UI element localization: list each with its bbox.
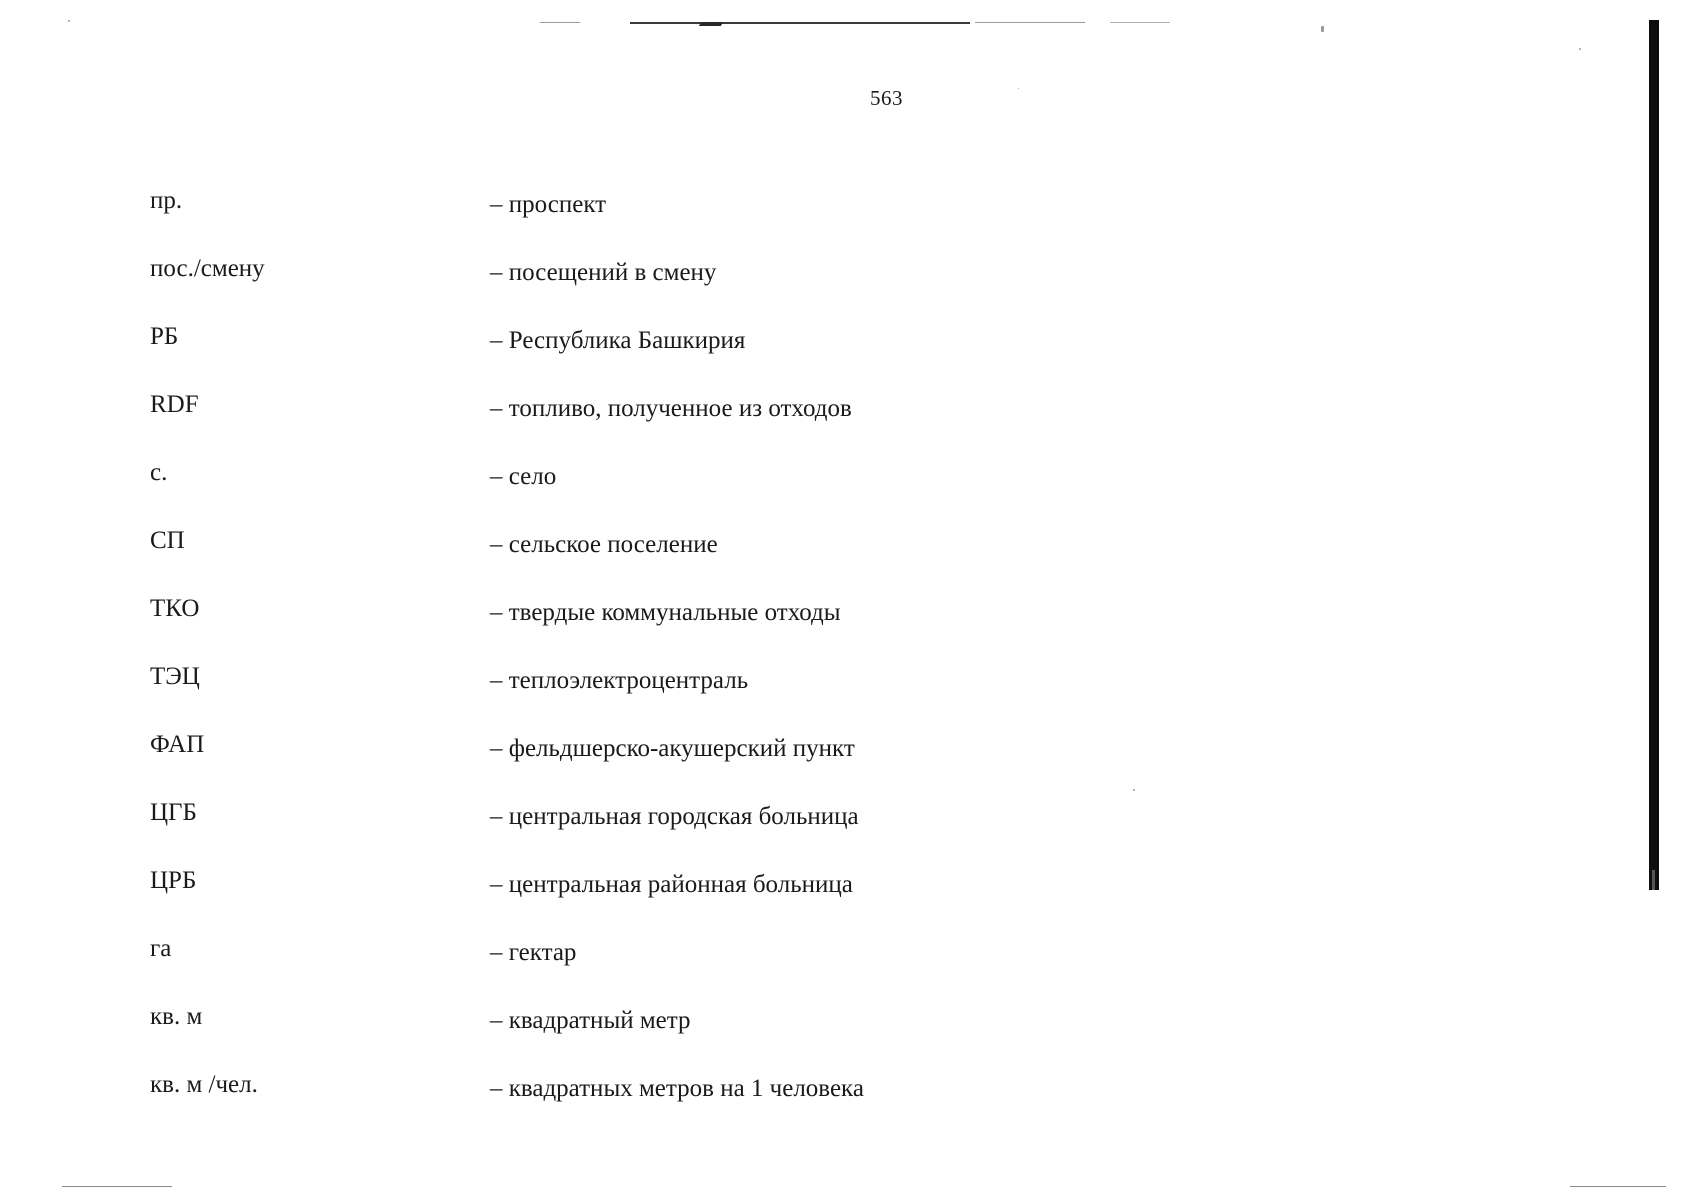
abbreviation-definition: – квадратных метров на 1 человека bbox=[490, 1075, 864, 1102]
scan-speck bbox=[68, 20, 70, 22]
scan-artifact-top-line bbox=[540, 22, 580, 23]
abbreviation-row bbox=[150, 254, 1150, 322]
abbreviation-term: с. bbox=[150, 459, 168, 486]
abbreviation-row bbox=[150, 322, 1150, 390]
abbreviation-term: кв. м /чел. bbox=[150, 1071, 258, 1098]
abbreviation-term: СП bbox=[150, 527, 185, 554]
abbreviation-definition: – центральная городская больница bbox=[490, 803, 859, 830]
scan-artifact-top-line bbox=[630, 22, 970, 24]
abbreviation-definition: – гектар bbox=[490, 939, 577, 966]
abbreviation-term: ФАП bbox=[150, 731, 205, 758]
abbreviation-definition: – сельское поселение bbox=[490, 531, 718, 558]
scan-artifact-top-line bbox=[975, 22, 1085, 23]
page-number: 563 bbox=[870, 86, 903, 110]
scan-artifact-top-line bbox=[1110, 22, 1170, 23]
scan-artifact-bottom-line bbox=[62, 1186, 172, 1187]
abbreviation-definition: – топливо, полученное из отходов bbox=[490, 395, 852, 422]
scan-artifact-bottom-line bbox=[1570, 1186, 1666, 1187]
abbreviation-row bbox=[150, 730, 1150, 798]
abbreviation-row bbox=[150, 1070, 1150, 1138]
scan-speck bbox=[1018, 88, 1019, 89]
abbreviation-definition: – центральная районная больница bbox=[490, 871, 853, 898]
abbreviation-definition: – квадратный метр bbox=[490, 1007, 691, 1034]
abbreviation-term: РБ bbox=[150, 323, 179, 350]
abbreviation-row bbox=[150, 526, 1150, 594]
abbreviation-definition: – Республика Башкирия bbox=[490, 327, 746, 354]
abbreviation-term: пр. bbox=[150, 187, 183, 214]
abbreviation-term: ЦРБ bbox=[150, 867, 197, 894]
abbreviation-row bbox=[150, 390, 1150, 458]
abbreviation-row bbox=[150, 186, 1150, 254]
abbreviation-term: RDF bbox=[150, 391, 199, 418]
abbreviation-definition: – посещений в смену bbox=[490, 259, 717, 286]
abbreviation-row bbox=[150, 934, 1150, 1002]
abbreviation-definition: – твердые коммунальные отходы bbox=[490, 599, 841, 626]
abbreviation-term: пос./смену bbox=[150, 255, 265, 282]
abbreviation-term: ТКО bbox=[150, 595, 200, 622]
abbreviation-row bbox=[150, 1002, 1150, 1070]
scan-artifact-tick bbox=[699, 22, 723, 26]
abbreviation-definition: – фельдшерско-акушерский пункт bbox=[490, 735, 855, 762]
abbreviation-definition: – теплоэлектроцентраль bbox=[490, 667, 749, 694]
abbreviation-row bbox=[150, 866, 1150, 934]
scan-speck bbox=[1579, 48, 1581, 50]
abbreviation-row bbox=[150, 594, 1150, 662]
abbreviation-row bbox=[150, 458, 1150, 526]
abbreviation-term: га bbox=[150, 935, 172, 962]
abbreviation-row bbox=[150, 798, 1150, 866]
abbreviation-term: кв. м bbox=[150, 1003, 203, 1030]
abbreviation-term: ТЭЦ bbox=[150, 663, 200, 690]
scan-speck bbox=[1321, 26, 1324, 32]
abbreviation-definition: – проспект bbox=[490, 191, 607, 218]
scan-artifact-right-edge-tail bbox=[1652, 870, 1655, 890]
abbreviation-definition: – село bbox=[490, 463, 557, 490]
abbreviation-list bbox=[150, 186, 1150, 1138]
abbreviation-term: ЦГБ bbox=[150, 799, 197, 826]
scan-artifact-right-edge bbox=[1649, 20, 1659, 890]
abbreviation-row bbox=[150, 662, 1150, 730]
